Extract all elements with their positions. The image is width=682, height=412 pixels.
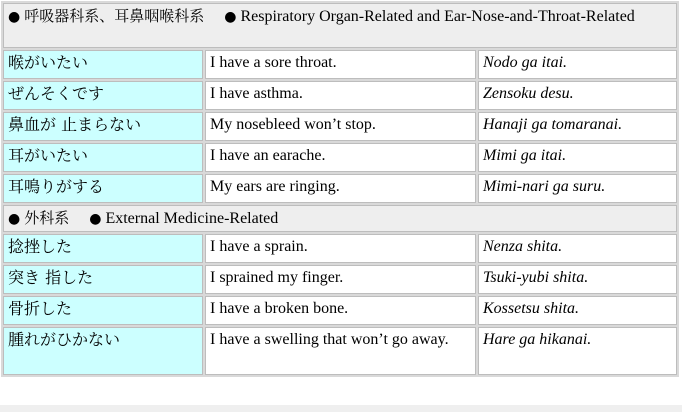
phrase-jp: 捻挫した	[3, 234, 203, 263]
table-row	[3, 50, 677, 79]
table-row	[3, 112, 677, 141]
bullet-icon: ●	[8, 211, 21, 227]
phrase-jp: 耳がいたい	[3, 143, 203, 172]
table-row	[3, 174, 677, 203]
table-row	[3, 327, 677, 375]
bullet-icon: ●	[224, 9, 237, 25]
section-title-jp: 外科系	[24, 209, 70, 227]
phrase-romaji: Mimi-nari ga suru.	[478, 174, 677, 203]
table-row	[3, 234, 677, 263]
phrase-jp: 耳鳴りがする	[3, 174, 203, 203]
phrase-en: My ears are ringing.	[205, 174, 476, 203]
phrase-table	[1, 1, 679, 377]
table-row	[3, 265, 677, 294]
bullet-icon: ●	[8, 9, 21, 25]
section-title-en: Respiratory Organ-Related and Ear-Nose-and-Throat-Related	[240, 8, 635, 25]
section-header	[3, 3, 677, 48]
section-header-respiratory	[3, 3, 677, 48]
table-row	[3, 81, 677, 110]
phrase-jp: 突き 指した	[3, 265, 203, 294]
phrase-romaji: Hanaji ga tomaranai.	[478, 112, 677, 141]
phrase-en: I have a sprain.	[205, 234, 476, 263]
phrase-en: I have a swelling that won’t go away.	[205, 327, 476, 375]
section-header	[3, 205, 677, 232]
phrase-en: I have an earache.	[205, 143, 476, 172]
phrase-jp: ぜんそくです	[3, 81, 203, 110]
phrase-romaji: Kossetsu shita.	[478, 296, 677, 325]
table-row	[3, 296, 677, 325]
section-header-surgical	[3, 205, 677, 232]
phrase-romaji: Hare ga hikanai.	[478, 327, 677, 375]
table-row	[3, 143, 677, 172]
bottom-divider	[0, 405, 682, 412]
phrase-jp: 鼻血が 止まらない	[3, 112, 203, 141]
phrase-jp: 腫れがひかない	[3, 327, 203, 375]
phrase-romaji: Zensoku desu.	[478, 81, 677, 110]
bullet-icon: ●	[89, 211, 102, 227]
phrase-romaji: Tsuki-yubi shita.	[478, 265, 677, 294]
phrase-romaji: Mimi ga itai.	[478, 143, 677, 172]
phrase-jp: 骨折した	[3, 296, 203, 325]
phrase-en: I have a sore throat.	[205, 50, 476, 79]
phrase-en: My nosebleed won’t stop.	[205, 112, 476, 141]
phrase-romaji: Nenza shita.	[478, 234, 677, 263]
phrase-en: I sprained my finger.	[205, 265, 476, 294]
phrase-jp: 喉がいたい	[3, 50, 203, 79]
section-title-jp: 呼吸器科系、耳鼻咽喉科系	[24, 7, 205, 25]
phrase-en: I have asthma.	[205, 81, 476, 110]
section-title-en: External Medicine-Related	[105, 210, 279, 227]
phrase-en: I have a broken bone.	[205, 296, 476, 325]
phrase-romaji: Nodo ga itai.	[478, 50, 677, 79]
